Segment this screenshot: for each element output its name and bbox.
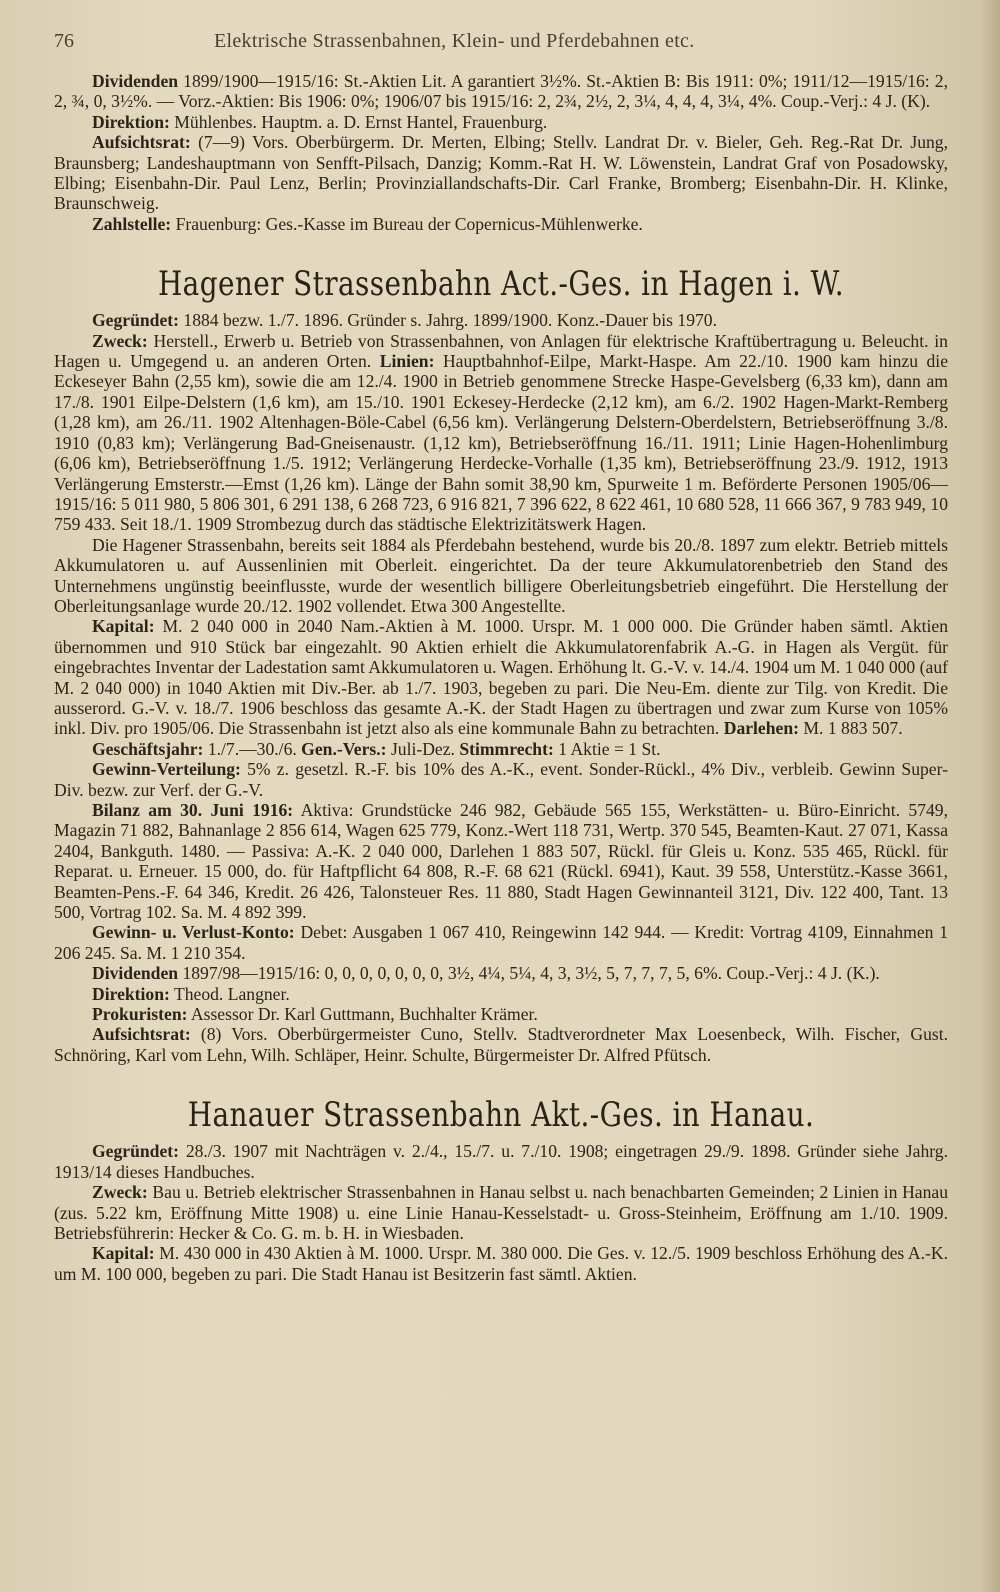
hagen-bilanz-text: Aktiva: Grundstücke 246 982, Gebäude 565 155, Werkstätten- u. Büro-Einricht. 5749, Magazin 71 882, Bahnanlage 2 856 614, Wagen 625 779, Konz.-Wert 118 731, Wertp. 370 545, Beamten-Kaut. 27 071, Kassa 2404, Bankguth. 1480. — Passiva: A.-K. 2 040 000, Darlehen 1 883 507, Rückl. für Gleis u. Konz. 535 465, Rückl. für Reparat. u. Erneuer. 15 000, do. für Haftpflicht 64 808, R.-F. 68 621 (Rückl. 6941), Kaut. 39 558, Unterstütz.-Kasse 3661, Beamten-Pens.-F. 64 346, Kredit. 26 426, Talonsteuer Res. 11 880, Stadt Hagen Gewinnanteil 3121, Div. 122 400, Tant. 13 500, Vortrag 102. Sa. M. 4 892 399. [54,800,948,923]
page-number: 76 [54,30,74,52]
hagen-direktion [54,984,948,1004]
prev-aufsichtsrat-label: Aufsichtsrat: [92,132,191,153]
hagen-zweck [54,331,948,535]
hagen-genvers-label: Gen.-Vers.: [301,738,387,759]
hagen-gegruendet [54,310,948,330]
prev-dividenden [54,71,948,112]
hanau-title: Hanauer Strassenbahn Akt.-Ges. in Hanau. [187,1095,815,1136]
hanau-zweck-text: Bau u. Betrieb elektrischer Strassenbahnen in Hanau selbst u. nach benachbarten Gemeinden; 2 Linien in Hanau (zus. 5.22 km, Eröffnung Mitte 1908) u. eine Linie Hanau-Kesselstadt- u. Gross-Steinheim, Eröffnung am 1./10. 1909. Betriebsführerin: Hecker & Co. G. m. b. H. in Wiesbaden. [54,1182,948,1243]
hagen-stimmrecht-text: 1 Aktie = 1 St. [558,738,661,759]
hagen-gewinn-konto-text: Debet: Ausgaben 1 067 410, Reingewinn 142 944. — Kredit: Vortrag 4109, Einnahmen 1 206 245. Sa. M. 1 210 354. [54,922,948,963]
prev-dividenden-label: Dividenden [92,71,179,91]
page-edge-shadow [980,0,1000,1592]
hagen-gewinn-konto [54,922,948,963]
hanau-gegruendet-label: Gegründet: [92,1141,179,1162]
hagen-darlehen-label: Darlehen: [723,718,799,739]
hagen-geschaeftsjahr-text: 1./7.—30./6. [207,738,297,759]
hagen-aufsichtsrat-label: Aufsichtsrat: [92,1024,191,1045]
hagen-gewinn-konto-label: Gewinn- u. Verlust-Konto: [92,922,295,943]
prev-dividenden-text: 1899/1900—1915/16: St.-Aktien Lit. A garantiert 3½%. St.-Aktien B: Bis 1911: 0%; 1911/12—1915/16: 2, 2, ¾, 0, 3½%. — Vorz.-Aktien: Bis 1906: 0%; 1906/07 bis 1915/16: 2, 2¾, 2½, 2, 3¼, 4, 4, 4, 3¼, 4%. Coup.-Verj.: 4 J. (K). [54,71,948,112]
hanau-zweck-label: Zweck: [92,1182,148,1203]
running-title: Elektrische Strassenbahnen, Klein- und Pferdebahnen etc. [214,30,695,52]
hagen-bilanz [54,800,948,922]
prev-zahlstelle-label: Zahlstelle: [92,213,172,234]
hanau-kapital [54,1243,948,1284]
hagen-title: Hagener Strassenbahn Act.-Ges. in Hagen i. W. [157,264,845,305]
hagen-dividenden [54,963,948,983]
hagen-stimmrecht-label: Stimmrecht: [459,738,554,759]
hagen-geschaeftsjahr-label: Geschäftsjahr: [92,738,204,759]
hanau-gegruendet-text: 28./3. 1907 mit Nachträgen v. 2./4., 15./7. u. 7./10. 1908; eingetragen 29./9. 1898. Gründer siehe Jahrg. 1913/14 dieses Handbuches. [54,1141,948,1182]
hagen-history: Die Hagener Strassenbahn, bereits seit 1884 als Pferdebahn bestehend, wurde bis 20./8. 1897 zum elektr. Betrieb mittels Akkumulatoren u. auf Aussenlinien mit Oberleit. eingerichtet. Da der teure Akkumulatorenbetrieb den Stand des Unternehmens ungünstig beeinflusste, wurde der wesentlich billigere Oberleitungsbetrieb eingeführt. Die Herstellung der Oberleitungsanlage wurde 20./12. 1902 vollendet. Etwa 300 Angestellte. [54,534,948,616]
hagen-aufsichtsrat-text: (8) Vors. Oberbürgermeister Cuno, Stellv. Stadtverordneter Max Loesenbeck, Wilh. Fischer, Gust. Schnöring, Karl vom Lehn, Wilh. Schläper, Heinr. Schulte, Bürgermeister Dr. Alfred Pfütsch. [54,1024,949,1065]
hanau-zweck [54,1182,948,1243]
hagen-genvers-text: Juli-Dez. [390,738,455,759]
prev-direktion [54,112,948,132]
hagen-linien-label: Linien: [379,351,435,372]
hagen-dividenden-label: Dividenden [92,963,179,984]
hanau-gegruendet [54,1141,948,1182]
prev-zahlstelle-text: Frauenburg: Ges.-Kasse im Bureau der Copernicus-Mühlenwerke. [175,213,643,234]
prev-direktion-label: Direktion: [92,111,170,132]
hagen-gegruendet-text: 1884 bezw. 1./7. 1896. Gründer s. Jahrg. 1899/1900. Konz.-Dauer bis 1970. [183,310,717,331]
hagen-kapital-text: M. 2 040 000 in 2040 Nam.-Aktien à M. 1000. Urspr. M. 1 000 000. Die Gründer haben sämtl. Aktien übernommen und 910 Stück bar eingezahlt. 90 Aktien erhielt die Akkumulatorenfabrik A.-G. in Hagen als Vergüt. für eingebrachtes Inventar der Ladestation samt Akkumulatoren u. Wagen. Erhöhung lt. G.-V. v. 14./4. 1904 um M. 1 040 000 (auf M. 2 040 000) in 1040 Aktien mit Div.-Ber. ab 1./7. 1903, begeben zu pari. Die Neu-Em. diente zur Tilg. von Kredit. Die ausserord. G.-V. v. 18./7. 1906 beschloss das gesamte A.-K. der Stadt Hagen zu übertragen und zwar zum Kurse von 105% inkl. Div. pro 1905/06. Die Strassenbahn ist jetzt also als eine kommunale Bahn zu betrachten. [54,616,948,739]
prev-aufsichtsrat [54,132,948,214]
hagen-prokuristen [54,1004,948,1024]
running-head [54,30,948,53]
hagen-dividenden-text: 1897/98—1915/16: 0, 0, 0, 0, 0, 0, 0, 3½, 4¼, 5¼, 4, 3, 3½, 5, 7, 7, 7, 5, 6%. Coup.-Verj.: 4 J. (K.). [182,963,880,984]
prev-aufsichtsrat-text: (7—9) Vors. Oberbürgerm. Dr. Merten, Elbing; Stellv. Landrat Dr. v. Bieler, Geh. Reg.-Rat Dr. Jung, Braunsberg; Landeshauptmann von Senfft-Pilsach, Danzig; Komm.-Rat H. W. Löwenstein, Landrat Graf von Posadowsky, Elbing; Eisenbahn-Dir. Paul Lenz, Berlin; Provinziallandschafts-Dir. Carl Franke, Bromberg; Eisenbahn-Dir. H. Klinke, Braunschweig. [54,132,948,214]
hagen-aufsichtsrat [54,1024,948,1065]
hagen-prokuristen-label: Prokuristen: [92,1004,188,1025]
hagen-gegruendet-label: Gegründet: [92,310,179,331]
hagen-linien-text: Hauptbahnhof-Eilpe, Markt-Haspe. Am 22./10. 1900 kam hinzu die Eckeseyer Bahn (2,55 km), sowie die am 12./4. 1900 in Betrieb genommene Strecke Haspe-Gevelsberg (6,33 km), dann am 17./8. 1901 Eilpe-Delstern (1,6 km), am 15./10. 1901 Eckesey-Herdecke (2,12 km), am 6./2. 1902 Hagen-Markt-Remberg (1,28 km), am 26./11. 1902 Altenhagen-Böle-Cabel (6,56 km). Verlängerung Delstern-Oberdelstern, Betriebseröffnung 3./8. 1910 (0,83 km); Verlängerung Bad-Gneisenaustr. (1,12 km), Betriebseröffnung 16./11. 1911; Linie Hagen-Hohenlimburg (6,06 km), Betriebseröffnung 1./5. 1912; Verlängerung Herdecke-Vorhalle (1,35 km), Betriebseröffnung 23./9. 1912, 1913 Verlängerung Emsterstr.—Emst (1,26 km). Länge der Bahn somit 38,90 km, Spurweite 1 m. Beförderte Personen 1905/06—1915/16: 5 011 980, 5 806 301, 6 291 138, 6 268 723, 6 916 821, 7 396 622, 8 622 461, 10 680 528, 11 666 367, 9 783 949, 10 759 433. Seit 18./1. 1909 Strombezug durch das städtische Elektrizitätswerk Hagen. [54,351,948,535]
hagen-kapital [54,616,948,738]
hagen-zweck-text: Herstell., Erwerb u. Betrieb von Strassenbahnen, von Anlagen für elektrische Kraftübertragung u. Beleucht. in Hagen u. Umgegend u. an anderen Orten. [54,330,948,372]
hagen-direktion-label: Direktion: [92,983,170,1004]
hagen-gewinn-verteilung-text: 5% z. gesetzl. R.-F. bis 10% des A.-K., event. Sonder-Rückl., 4% Div., verbleib. Gewinn Super-Div. bezw. zur Verf. der G.-V. [54,759,948,800]
hagen-bilanz-label: Bilanz am 30. Juni 1916: [92,800,294,820]
hagen-prokuristen-text: Assessor Dr. Karl Guttmann, Buchhalter Krämer. [190,1004,538,1025]
hanau-kapital-label: Kapital: [92,1243,155,1264]
hagen-darlehen-text: M. 1 883 507. [803,718,903,739]
prev-zahlstelle [54,214,948,234]
hagen-direktion-text: Theod. Langner. [173,983,290,1004]
hagen-geschaeftsjahr [54,739,948,759]
prev-direktion-text: Mühlenbes. Hauptm. a. D. Ernst Hantel, Frauenburg. [174,111,548,132]
hagen-kapital-label: Kapital: [92,616,155,637]
hagen-gewinn-verteilung-label: Gewinn-Verteilung: [92,759,241,780]
hagen-gewinn-verteilung [54,759,948,800]
hagen-zweck-label: Zweck: [92,330,148,351]
hanau-kapital-text: M. 430 000 in 430 Aktien à M. 1000. Urspr. M. 380 000. Die Ges. v. 12./5. 1909 beschloss Erhöhung des A.-K. um M. 100 000, begeben zu pari. Die Stadt Hanau ist Besitzerin fast sämtl. Aktien. [54,1243,948,1284]
